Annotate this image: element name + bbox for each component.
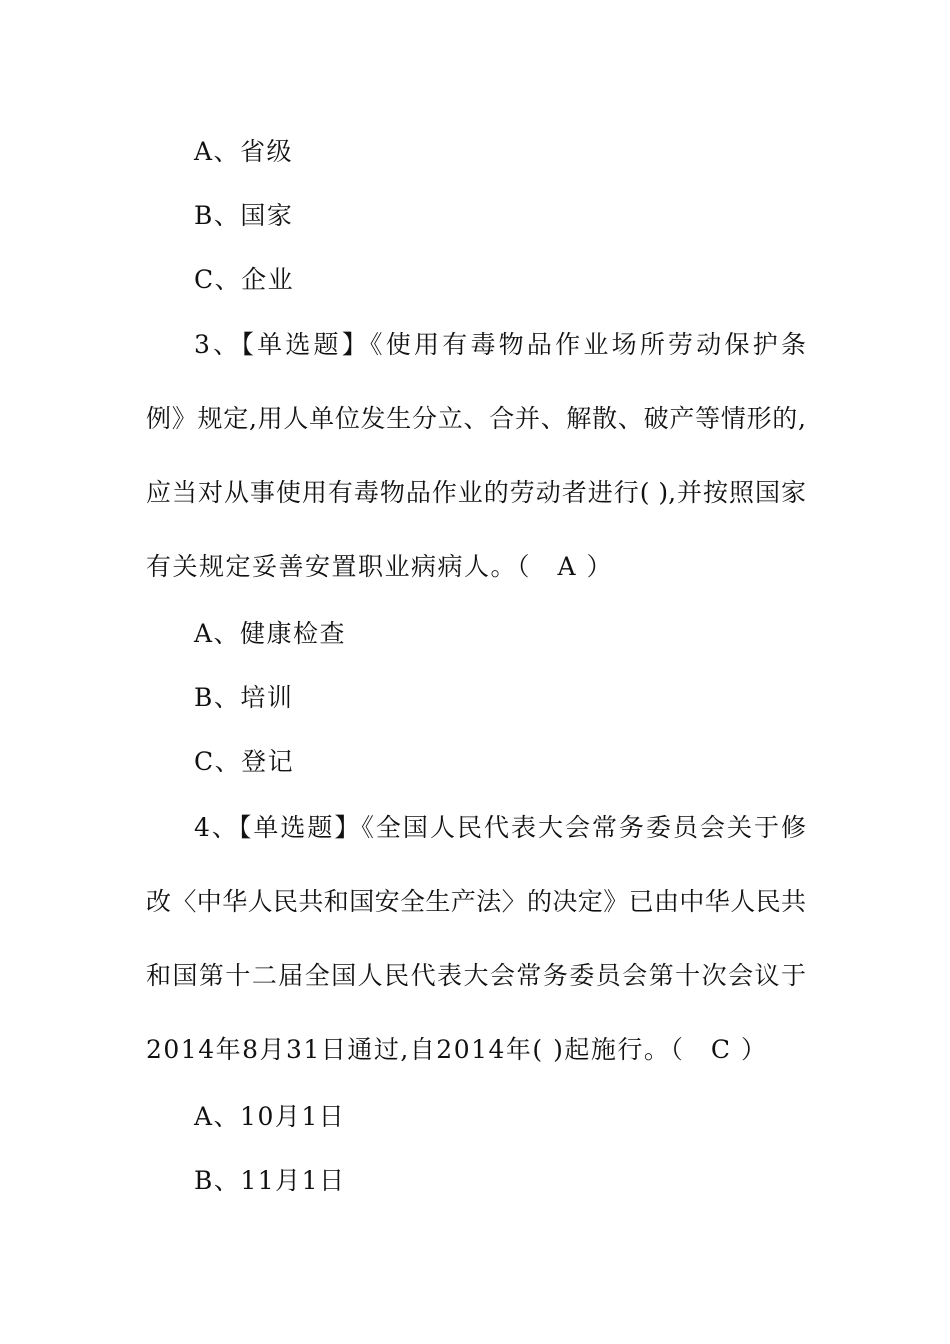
q3-option-b: B、培训 [194, 683, 294, 712]
q4-stem-line-1: 4、【单选题】《全国人民代表大会常务委员会关于修 [194, 813, 806, 842]
q2-option-a: A、省级 [194, 137, 294, 166]
q3-option-c: C、登记 [194, 747, 295, 776]
q2-option-b: B、国家 [194, 201, 294, 230]
q2-option-c: C、企业 [194, 265, 295, 294]
q4-stem-line-3: 和国第十二届全国人民代表大会常务委员会第十次会议于 [146, 961, 806, 990]
q4-option-a: A、10月1日 [194, 1102, 346, 1131]
q3-stem-line-4: 有关规定妥善安置职业病病人。（ A ） [146, 552, 614, 581]
q4-stem-line-4: 2014年8月31日通过,自2014年( )起施行。（ C ） [146, 1035, 768, 1064]
q3-stem-line-2: 例》规定,用人单位发生分立、合并、解散、破产等情形的, [146, 404, 806, 433]
q4-stem-line-2: 改〈中华人民共和国安全生产法〉的决定》已由中华人民共 [146, 887, 806, 916]
q4-option-b: B、11月1日 [194, 1166, 346, 1195]
q3-stem-line-1: 3、【单选题】《使用有毒物品作业场所劳动保护条 [194, 330, 806, 359]
q3-option-a: A、健康检查 [194, 619, 347, 648]
q3-stem-line-3: 应当对从事使用有毒物品作业的劳动者进行( ),并按照国家 [146, 478, 806, 507]
